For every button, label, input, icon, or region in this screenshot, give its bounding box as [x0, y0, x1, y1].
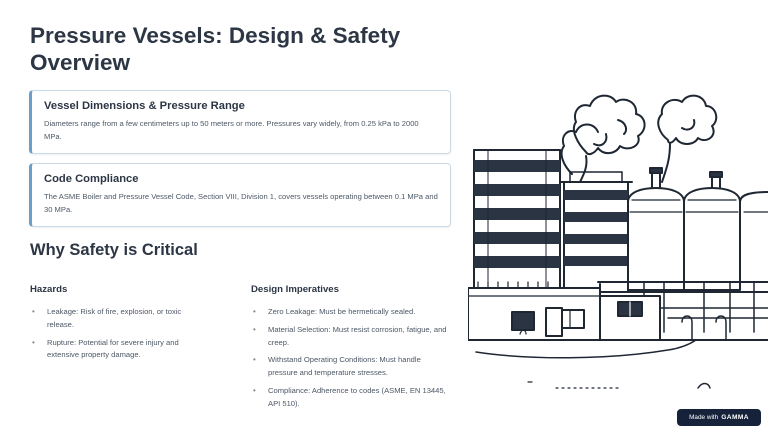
bullet-icon: • [253, 385, 256, 395]
hazards-column [30, 284, 230, 367]
list-item-text: Zero Leakage: Must be hermetically sealed. [268, 307, 416, 316]
design-heading: Design Imperatives [251, 284, 339, 295]
badge-prefix: Made with [689, 414, 719, 421]
card-heading: Vessel Dimensions & Pressure Range [44, 100, 245, 112]
gamma-logo: GAMMA [721, 414, 749, 421]
hazards-heading: Hazards [30, 284, 68, 295]
list-item-text: Compliance: Adherence to codes (ASME, EN 13445, API 510). [268, 385, 446, 408]
bullet-icon: • [32, 307, 35, 316]
list-item [251, 385, 449, 411]
list-item [251, 324, 449, 350]
bullet-icon: • [32, 337, 35, 347]
card-body: The ASME Boiler and Pressure Vessel Code, Section VIII, Division 1, covers vessels operating between 0.1 MPa and 30 MPa. [44, 192, 438, 214]
list-item-text: Leakage: Risk of fire, explosion, or toxic release. [47, 307, 182, 329]
list-item [251, 354, 449, 380]
card-code-compliance [29, 163, 451, 227]
list-item [251, 306, 449, 319]
list-item-text: Material Selection: Must resist corrosion, fatigue, and creep. [268, 324, 447, 347]
card-heading: Code Compliance [44, 173, 139, 185]
card-body: Diameters range from a few centimeters up to 50 meters or more. Pressures vary widely, from 0.25 kPa to 2000 MPa. [44, 119, 419, 141]
list-item-text: Rupture: Potential for severe injury and extensive property damage. [47, 337, 179, 360]
made-with-gamma-badge[interactable] [677, 409, 761, 426]
card-vessel-dimensions [29, 90, 451, 154]
page-title: Pressure Vessels: Design & Safety Overview [30, 23, 401, 75]
bullet-icon: • [253, 307, 256, 316]
design-imperatives-column [251, 284, 451, 416]
bullet-icon: • [253, 324, 256, 334]
list-item-text: Withstand Operating Conditions: Must handle pressure and temperature stresses. [268, 355, 421, 378]
hazards-list [30, 306, 230, 362]
section-title: Why Safety is Critical [30, 241, 198, 259]
list-item [30, 306, 210, 332]
list-item [30, 337, 210, 363]
bullet-icon: • [253, 355, 256, 365]
industrial-plant-icon [468, 82, 768, 402]
design-list [251, 306, 451, 411]
